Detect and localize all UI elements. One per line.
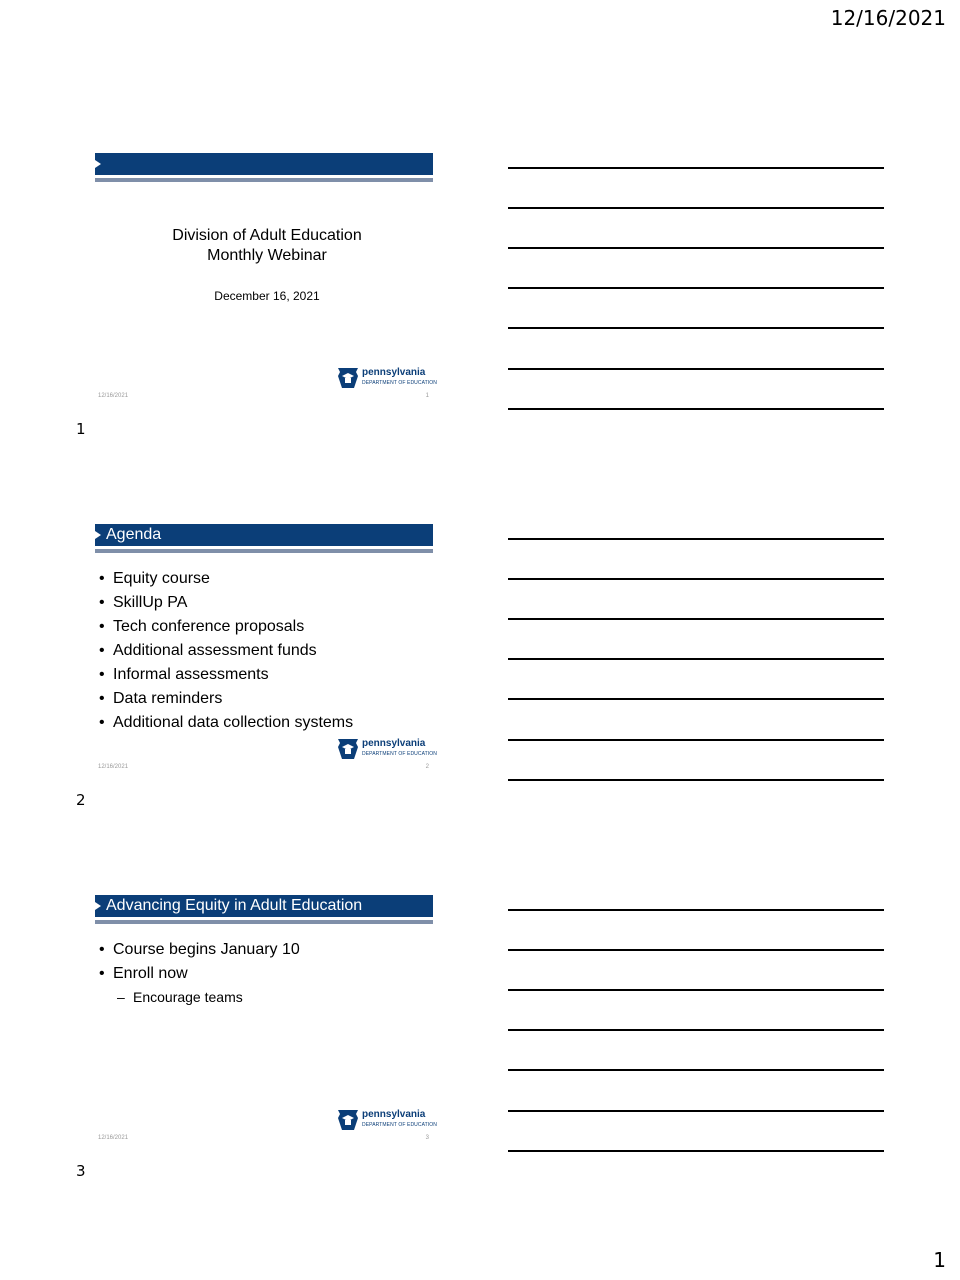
cover-title-line: Monthly Webinar [207, 247, 327, 264]
cover-date: December 16, 2021 [214, 289, 320, 303]
note-line [508, 327, 884, 329]
slide-title-bar [95, 895, 433, 917]
logo-word: pennsylvania [362, 738, 426, 749]
bullet-item: • SkillUp PA [99, 591, 353, 615]
bullet-item: • Additional data collection systems [99, 711, 353, 735]
note-line [508, 247, 884, 249]
dash-icon: – [117, 989, 125, 1005]
note-line [508, 739, 884, 741]
bullet-item: • Enroll now [99, 962, 300, 986]
slide-footer-number: 2 [425, 764, 429, 770]
note-line [508, 949, 884, 951]
sub-bullet-item [99, 986, 300, 1008]
note-line [508, 1110, 884, 1112]
slide-block-1 [0, 150, 960, 520]
slide-footer-number: 1 [425, 393, 429, 399]
note-line [508, 1150, 884, 1152]
cover-title [95, 226, 439, 266]
bullet-item: • Data reminders [99, 687, 353, 711]
slide-block-3 [0, 892, 960, 1262]
keystone-icon [336, 737, 360, 761]
bullet-item: • Additional assessment funds [99, 639, 353, 663]
slide-title-bar [95, 153, 433, 175]
note-line [508, 658, 884, 660]
slide-footer-date: 12/16/2021 [98, 1135, 129, 1141]
slide-footer-date: 12/16/2021 [98, 764, 129, 770]
note-line [508, 207, 884, 209]
note-line [508, 779, 884, 781]
page-date: 12/16/2021 [830, 6, 946, 30]
note-line [508, 167, 884, 169]
logo-subtitle: DEPARTMENT OF EDUCATION [362, 1122, 437, 1128]
title-rule [95, 549, 433, 553]
note-line [508, 1029, 884, 1031]
slide-title: Advancing Equity in Adult Education [106, 897, 363, 914]
bullet-item: • Course begins January 10 [99, 938, 300, 962]
slide-block-2 [0, 521, 960, 891]
note-line [508, 578, 884, 580]
slide-title: Agenda [106, 526, 162, 543]
note-line [508, 698, 884, 700]
cover-title-line: Division of Adult Education [172, 227, 362, 244]
note-line [508, 1069, 884, 1071]
bullet-list [99, 567, 353, 735]
note-lines [508, 521, 884, 781]
logo-subtitle: DEPARTMENT OF EDUCATION [362, 380, 437, 386]
slide-thumbnail[interactable] [95, 521, 437, 776]
sub-bullet-text: Encourage teams [133, 989, 243, 1005]
title-rule [95, 178, 433, 182]
logo-subtitle: DEPARTMENT OF EDUCATION [362, 751, 437, 757]
slide-footer-date: 12/16/2021 [98, 393, 129, 399]
note-line [508, 408, 884, 410]
arrow-icon [95, 531, 101, 539]
logo-word: pennsylvania [362, 367, 426, 378]
slide-index: 3 [76, 1162, 86, 1180]
slide-title-bar [95, 524, 433, 546]
note-line [508, 538, 884, 540]
slide-footer-number: 3 [425, 1135, 429, 1141]
bullet-item: • Equity course [99, 567, 353, 591]
note-line [508, 618, 884, 620]
slide-index: 2 [76, 791, 86, 809]
pa-education-logo [336, 366, 437, 390]
note-line [508, 909, 884, 911]
slide-thumbnail[interactable] [95, 892, 437, 1147]
logo-word: pennsylvania [362, 1109, 426, 1120]
keystone-icon [336, 366, 360, 390]
keystone-icon [336, 1108, 360, 1132]
note-lines [508, 892, 884, 1152]
slide-thumbnail[interactable] [95, 150, 437, 405]
note-line [508, 287, 884, 289]
arrow-icon [95, 160, 101, 168]
note-line [508, 989, 884, 991]
note-lines [508, 150, 884, 410]
slide-index: 1 [76, 420, 86, 438]
title-rule [95, 920, 433, 924]
pa-education-logo [336, 737, 437, 761]
bullet-list [99, 938, 300, 1008]
arrow-icon [95, 902, 101, 910]
pa-education-logo [336, 1108, 437, 1132]
bullet-item: • Informal assessments [99, 663, 353, 687]
bullet-item: • Tech conference proposals [99, 615, 353, 639]
page-number: 1 [933, 1248, 946, 1272]
note-line [508, 368, 884, 370]
